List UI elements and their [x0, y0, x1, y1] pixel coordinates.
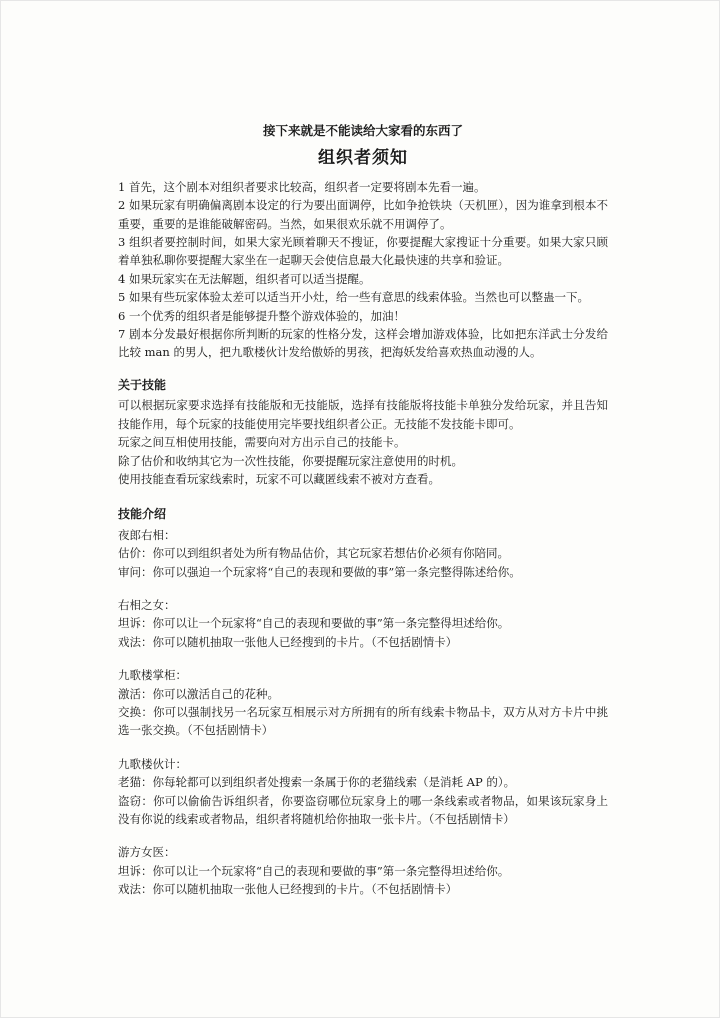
rule-item: 6 一个优秀的组织者是能够提升整个游戏体验的，加油！ [118, 308, 405, 323]
rule-item: 3 组织者要控制时间，如果大家光顾着聊天不搜证，你要提醒大家搜证十分重要。如果大家只顾着单独私聊你要提醒大家坐在一起聊天会使信息最大化最快速的共享和验证。 [118, 235, 608, 268]
page-title: 组织者须知 [318, 148, 408, 169]
role-skill: 交换：你可以强制找另一名玩家互相展示对方所拥有的所有线索卡物品卡，双方从对方卡片中挑选一张交换。（不包括剧情卡） [118, 704, 608, 738]
skills-section-body [118, 396, 608, 488]
role-skill: 戏法：你可以随机抽取一张他人已经搜到的卡片。（不包括剧情卡） [118, 882, 458, 897]
role-block [118, 843, 608, 898]
role-block [118, 526, 608, 581]
role-name: 游方女医： [118, 845, 176, 860]
role-skill: 坦诉：你可以让一个玩家将“自己的表现和要做的事”第一条完整得坦述给你。 [118, 616, 510, 631]
role-name: 九歌楼伙计： [118, 756, 187, 771]
role-skill: 戏法：你可以随机抽取一张他人已经搜到的卡片。（不包括剧情卡） [118, 634, 458, 649]
skills-paragraph: 可以根据玩家要求选择有技能版和无技能版，选择有技能版将技能卡单独分发给玩家，并且告知技能作用，每个玩家的技能使用完毕要找组织者公正。无技能不发技能卡即可。 [118, 398, 608, 431]
role-name: 夜郎右相： [118, 527, 176, 542]
role-name: 九歌楼掌柜： [118, 668, 187, 683]
rule-item: 4 如果玩家实在无法解题，组织者可以适当提醒。 [118, 271, 371, 286]
role-skill: 审问：你可以强迫一个玩家将“自己的表现和要做的事”第一条完整得陈述给你。 [118, 564, 521, 579]
kicker-heading: 接下来就是不能读给大家看的东西了 [262, 123, 463, 138]
rule-item: 7 剧本分发最好根据你所判断的玩家的性格分发，这样会增加游戏体验，比如把东洋武士分发给比较 man 的男人，把九歌楼伙计发给傲娇的男孩，把海妖发给喜欢热血动漫的人。 [118, 327, 608, 360]
skills-paragraph: 除了估价和收纳其它为一次性技能，你要提醒玩家注意使用的时机。 [118, 453, 463, 468]
role-skill: 老猫：你每轮都可以到组织者处搜索一条属于你的老猫线索（是消耗 AP 的）。 [118, 775, 516, 790]
role-skill: 坦诉：你可以让一个玩家将“自己的表现和要做的事”第一条完整得坦述给你。 [118, 863, 510, 878]
rule-item: 1 首先，这个剧本对组织者要求比较高，组织者一定要将剧本先看一遍。 [118, 179, 486, 194]
rules-list [118, 178, 608, 362]
document-content [118, 122, 608, 914]
role-block [118, 755, 608, 829]
skills-paragraph: 玩家之间互相使用技能，需要向对方出示自己的技能卡。 [118, 435, 406, 450]
role-block [118, 666, 608, 740]
skill-intro-heading: 技能介绍 [118, 507, 167, 522]
role-skill: 盗窃：你可以偷偷告诉组织者，你要盗窃哪位玩家身上的哪一条线索或者物品，如果该玩家身上没有你说的线索或者物品，组织者将随机给你抽取一张卡片。（不包括剧情卡） [118, 793, 608, 826]
role-skill: 估价：你可以到组织者处为所有物品估价，其它玩家若想估价必须有你陪同。 [118, 546, 509, 561]
skills-section-heading: 关于技能 [118, 377, 167, 392]
role-name: 右相之女： [118, 597, 176, 612]
role-skill: 激活：你可以激活自己的花种。 [118, 686, 279, 701]
rule-item: 5 如果有些玩家体验太差可以适当开小灶，给一些有意思的线索体验。当然也可以整蛊一下。 [118, 290, 589, 305]
role-block [118, 596, 608, 651]
rule-item: 2 如果玩家有明确偏离剧本设定的行为要出面调停，比如争抢铁块（天机匣），因为谁拿到根本不重要，重要的是谁能破解密码。当然，如果很欢乐就不用调停了。 [118, 198, 608, 231]
skills-paragraph: 使用技能查看玩家线索时，玩家不可以藏匿线索不被对方查看。 [118, 471, 440, 486]
